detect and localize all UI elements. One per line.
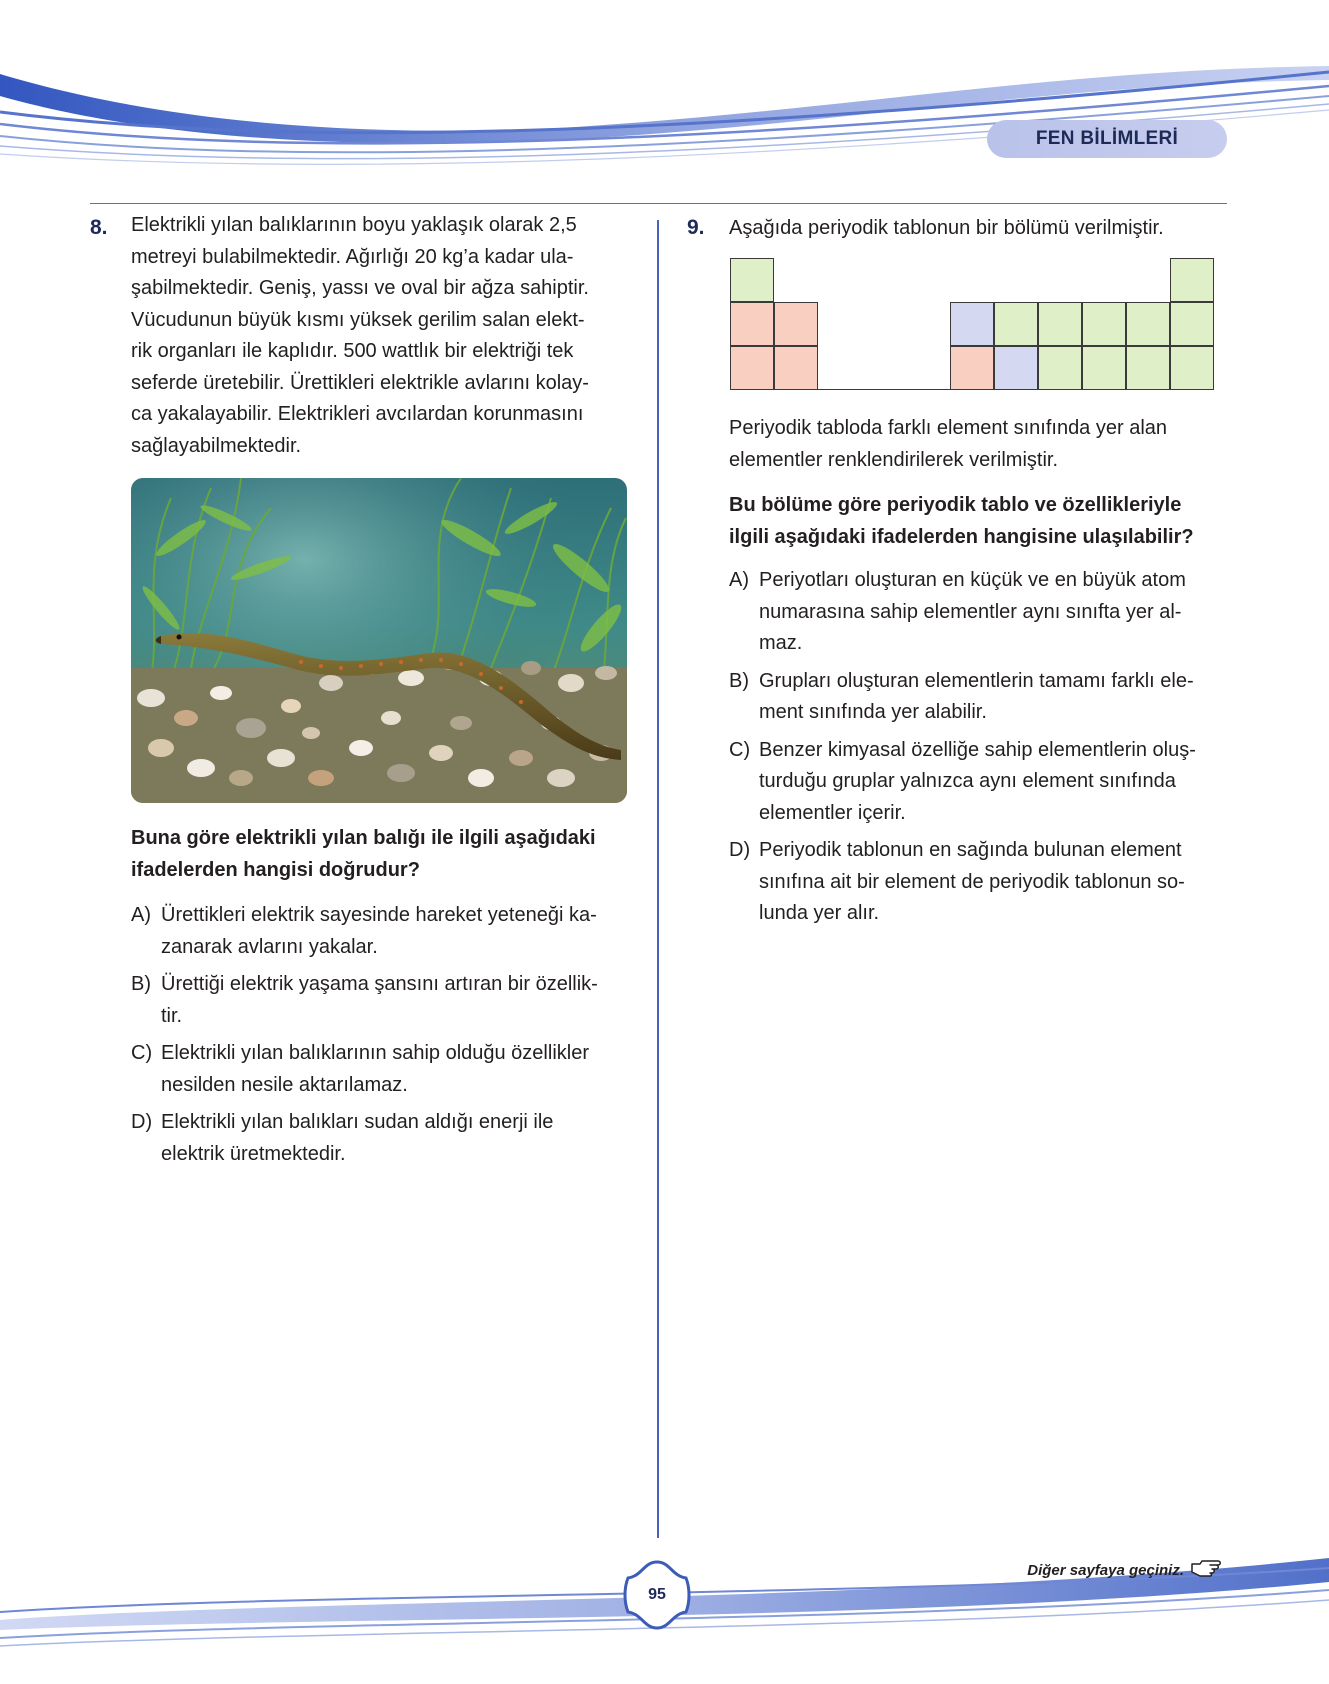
option-text [161,1038,641,1101]
option-line: Benzer kimyasal özelliğe sahip elementlerin oluş- [759,738,1196,761]
option-line: zanarak avlarını yakalar. [161,935,378,958]
periodic-cell [950,346,994,390]
question-9-prompt [729,490,1229,553]
periodic-cell [1170,346,1214,390]
question-8-options [131,900,641,1176]
passage-line: Vücudunun büyük kısmı yüksek gerilim salan elekt- [131,308,585,331]
option-text [161,969,641,1032]
periodic-cell [1126,302,1170,346]
option-text [161,900,641,963]
option-line: Periyodik tablonun en sağında bulunan element [759,839,1182,861]
option-letter: A) [729,569,749,591]
next-page-hint [1027,1558,1224,1582]
option-line: sınıfına ait bir element de periyodik tablonun so- [759,870,1185,893]
passage-line: rik organları ile kaplıdır. 500 wattlık bir elektriği tek [131,340,574,362]
subject-badge: FEN BİLİMLERİ [987,120,1227,158]
passage-line: Elektrikli yılan balıklarının boyu yaklaşık olarak 2,5 [131,214,577,236]
periodic-cell [1082,302,1126,346]
periodic-cell [1126,346,1170,390]
option-line: Periyotları oluşturan en küçük ve en büyük atom [759,569,1186,591]
question-8-passage [131,210,641,462]
option-line: elementler içerir. [759,801,906,824]
option-line: nesilden nesile aktarılamaz. [161,1073,408,1096]
option-line: Ürettikleri elektrik sayesinde hareket yeteneği ka- [161,904,597,926]
pointing-hand-icon [1190,1558,1224,1582]
option-letter: C) [729,738,751,761]
option-text [161,1107,641,1170]
periodic-cell [1038,302,1082,346]
option-letter: A) [131,904,151,926]
option-d[interactable] [131,1107,641,1170]
option-line: numarasına sahip elementler aynı sınıfta yer al- [759,600,1182,623]
periodic-table-fragment [730,258,1222,393]
option-a[interactable] [729,565,1219,660]
description-line: elementler renklendirilerek verilmiştir. [729,448,1058,471]
option-line: tir. [161,1004,183,1027]
periodic-cell [1038,346,1082,390]
periodic-cell [730,346,774,390]
periodic-cell [950,302,994,346]
periodic-cell [1170,302,1214,346]
question-line: ilgili aşağıdaki ifadelerden hangisine ulaşılabilir? [729,525,1194,548]
question-line: Bu bölüme göre periyodik tablo ve özellikleriyle [729,494,1182,516]
option-text [759,835,1219,930]
periodic-cell [774,346,818,390]
question-9-description [729,413,1229,476]
periodic-cell [994,346,1038,390]
option-letter: D) [729,839,751,861]
option-b[interactable] [729,666,1219,729]
periodic-cell [730,302,774,346]
option-line: Grupları oluşturan elementlerin tamamı farklı ele- [759,669,1194,692]
passage-line: sağlayabilmektedir. [131,434,302,457]
passage-line: ca yakalayabilir. Elektrikleri avcılardan korunmasını [131,403,584,425]
option-letter: D) [131,1111,153,1133]
option-d[interactable] [729,835,1219,930]
periodic-cell [730,258,774,302]
option-letter: B) [131,973,151,995]
passage-line: şabilmektedir. Geniş, yassı ve oval bir ağza sahiptir. [131,277,589,299]
option-line: Elektrikli yılan balıkları sudan aldığı enerji ile [161,1111,554,1133]
header-rule [90,203,1227,204]
question-9-intro: Aşağıda periyodik tablonun bir bölümü verilmiştir. [729,217,1164,239]
option-line: maz. [759,632,803,654]
question-9-options [729,565,1219,936]
next-page-text: Diğer sayfaya geçiniz. [1027,1561,1184,1579]
option-text [759,735,1219,830]
option-line: Elektrikli yılan balıklarının sahip olduğu özellikler [161,1042,589,1064]
periodic-cell [994,302,1038,346]
option-line: lunda yer alır. [759,902,880,924]
description-line: Periyodik tabloda farklı element sınıfında yer alan [729,417,1168,439]
option-c[interactable] [729,735,1219,830]
passage-line: metreyi bulabilmektedir. Ağırlığı 20 kg’a kadar ula- [131,245,574,268]
question-line: ifadelerden hangisi doğrudur? [131,858,420,881]
question-line: Buna göre elektrikli yılan balığı ile ilgili aşağıdaki [131,827,596,849]
question-8-number: 8. [90,216,108,239]
column-divider [657,220,659,1538]
question-8-prompt [131,823,641,886]
passage-line: seferde üretebilir. Ürettikleri elektrikle avlarını kolay- [131,371,589,394]
question-9-number: 9. [687,216,705,239]
option-line: turduğu gruplar yalnızca aynı element sınıfında [759,770,1176,792]
option-line: Ürettiği elektrik yaşama şansını artıran bir özellik- [161,973,598,995]
option-letter: B) [729,669,749,692]
periodic-cell [774,302,818,346]
option-letter: C) [131,1042,153,1064]
option-a[interactable] [131,900,641,963]
periodic-cell [1082,346,1126,390]
option-c[interactable] [131,1038,641,1101]
option-line: elektrik üretmektedir. [161,1142,346,1165]
page-number: 95 [648,1586,666,1603]
option-b[interactable] [131,969,641,1032]
option-text [759,666,1219,729]
electric-eel-photo [131,478,627,803]
option-text [759,565,1219,660]
periodic-cell [1170,258,1214,302]
periodic-gap-baseline [818,389,950,390]
option-line: ment sınıfında yer alabilir. [759,701,987,723]
